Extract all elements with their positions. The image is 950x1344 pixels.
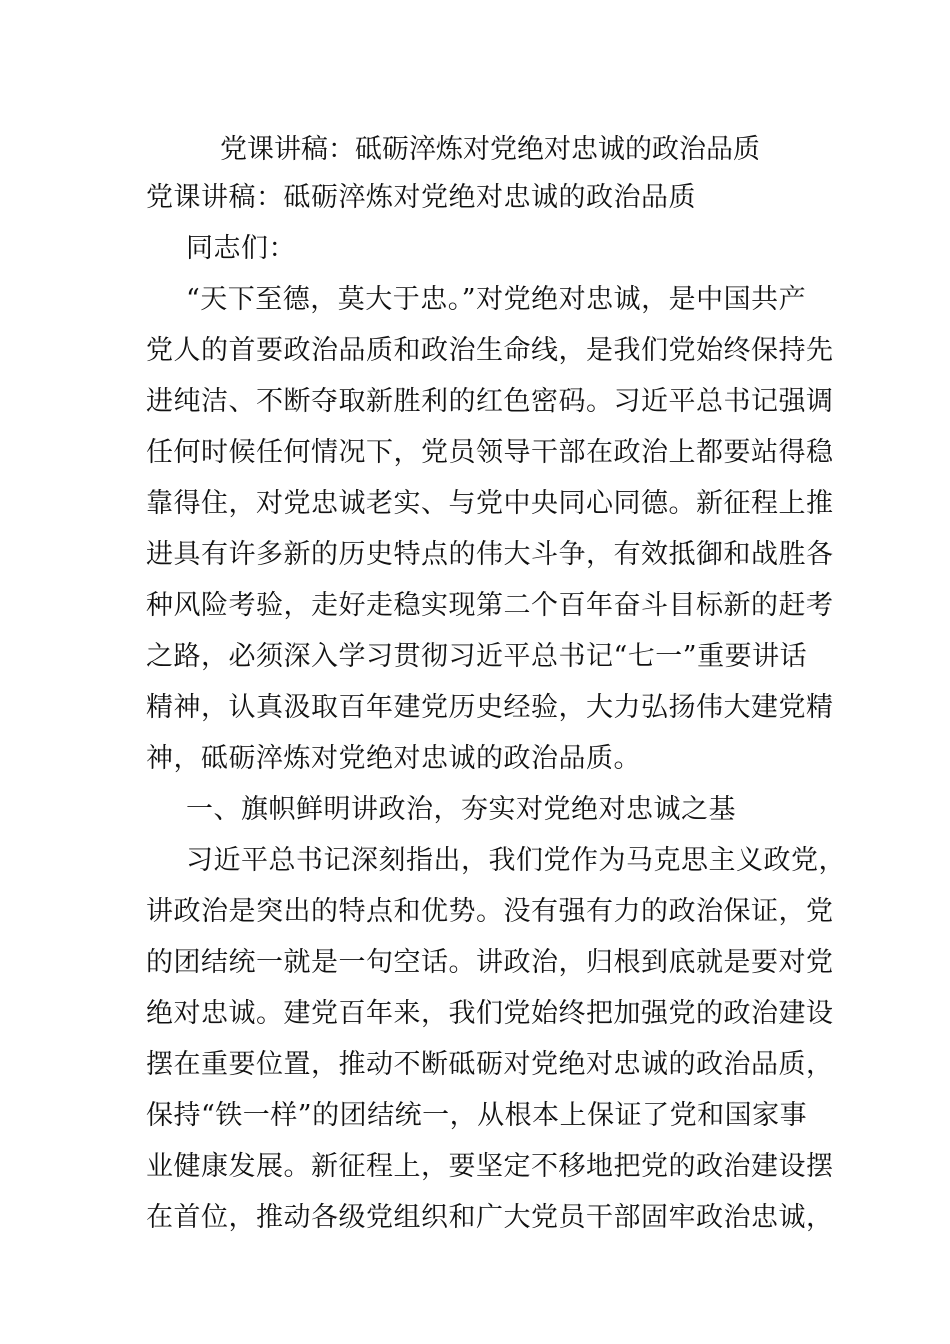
paragraph-line: 党人的首要政治品质和政治生命线，是我们党始终保持先 xyxy=(146,335,834,366)
paragraph-line: 之路，必须深入学习贯彻习近平总书记“七一”重要讲话 xyxy=(146,641,808,672)
paragraph-line: 保持“铁一样”的团结统一，从根本上保证了党和国家事 xyxy=(146,1100,808,1131)
salutation: 同志们： xyxy=(186,233,296,264)
paragraph-line: 在首位，推动各级党组织和广大党员干部固牢政治忠诚， xyxy=(146,1202,834,1233)
document-title: 党课讲稿：砥砺淬炼对党绝对忠诚的政治品质 xyxy=(220,134,760,165)
paragraph-line: 进纯洁、不断夺取新胜利的红色密码。习近平总书记强调 xyxy=(146,386,834,417)
paragraph-line: 的团结统一就是一句空话。讲政治，归根到底就是要对党 xyxy=(146,947,834,978)
section-heading: 一、旗帜鲜明讲政治，夯实对党绝对忠诚之基 xyxy=(186,794,736,825)
paragraph-line: 习近平总书记深刻指出，我们党作为马克思主义政党， xyxy=(186,845,846,876)
paragraph-line: 绝对忠诚。建党百年来，我们党始终把加强党的政治建设 xyxy=(146,998,834,1029)
paragraph-line: 种风险考验，走好走稳实现第二个百年奋斗目标新的赶考 xyxy=(146,590,834,621)
paragraph-line: 神，砥砺淬炼对党绝对忠诚的政治品质。 xyxy=(146,743,641,774)
paragraph-line: 讲政治是突出的特点和优势。没有强有力的政治保证，党 xyxy=(146,896,834,927)
paragraph-line: 任何时候任何情况下，党员领导干部在政治上都要站得稳 xyxy=(146,437,834,468)
paragraph-line: 靠得住，对党忠诚老实、与党中央同心同德。新征程上推 xyxy=(146,488,834,519)
paragraph-line: “天下至德，莫大于忠。”对党绝对忠诚，是中国共产 xyxy=(186,284,807,315)
paragraph-line: 精神，认真汲取百年建党历史经验，大力弘扬伟大建党精 xyxy=(146,692,834,723)
paragraph-line: 业健康发展。新征程上，要坚定不移地把党的政治建设摆 xyxy=(146,1151,834,1182)
paragraph-line: 进具有许多新的历史特点的伟大斗争，有效抵御和战胜各 xyxy=(146,539,834,570)
document-subtitle: 党课讲稿：砥砺淬炼对党绝对忠诚的政治品质 xyxy=(146,182,696,213)
paragraph-line: 摆在重要位置，推动不断砥砺对党绝对忠诚的政治品质， xyxy=(146,1049,834,1080)
